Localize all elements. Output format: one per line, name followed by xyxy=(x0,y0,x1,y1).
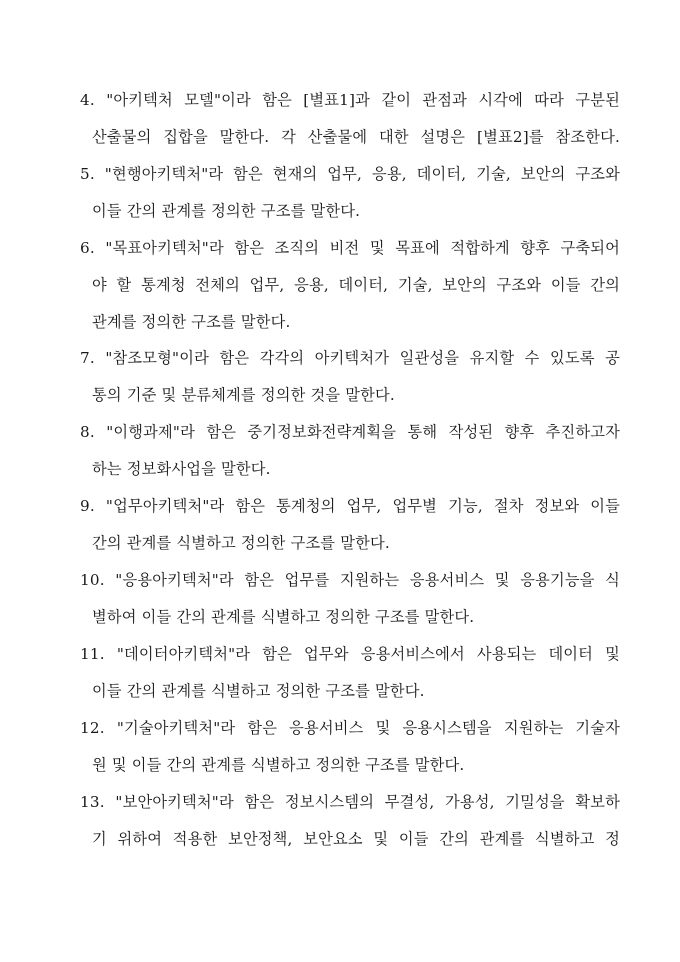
definition-line: 간의 관계를 식별하고 정의한 구조를 말한다. xyxy=(92,534,390,552)
definition-line: 별하여 이들 간의 관계를 식별하고 정의한 구조를 말한다. xyxy=(92,608,475,626)
definition-item-6 xyxy=(80,239,620,331)
definition-line: 관계를 정의한 구조를 말한다. xyxy=(92,313,291,331)
definition-line: 6. "목표아키텍처"라 함은 조직의 비전 및 목표에 적합하게 향후 구축되어 xyxy=(80,239,620,257)
definition-line: 원 및 이들 간의 관계를 식별하고 정의한 구조를 말한다. xyxy=(92,756,465,774)
definition-item-9 xyxy=(80,497,620,552)
definition-item-12 xyxy=(80,719,620,774)
definition-item-11 xyxy=(80,645,620,700)
definition-line: 통의 기준 및 분류체계를 정의한 것을 말한다. xyxy=(92,386,395,404)
definition-item-4 xyxy=(80,91,620,146)
definition-item-8 xyxy=(80,423,620,478)
definition-line: 7. "참조모형"이라 함은 각각의 아키텍처가 일관성을 유지할 수 있도록 공 xyxy=(80,349,620,367)
definition-line: 9. "업무아키텍처"라 함은 통계청의 업무, 업무별 기능, 절차 정보와 이들 xyxy=(80,497,620,515)
definition-item-7 xyxy=(80,349,620,404)
definition-line: 기 위하여 적용한 보안정책, 보안요소 및 이들 간의 관계를 식별하고 정 xyxy=(92,830,620,848)
definition-item-10 xyxy=(80,571,620,626)
definition-item-5 xyxy=(80,165,620,220)
definition-line: 11. "데이터아키텍처"라 함은 업무와 응용서비스에서 사용되는 데이터 및 xyxy=(80,645,620,663)
definition-item-13 xyxy=(80,793,620,848)
definition-line: 8. "이행과제"라 함은 중기정보화전략계획을 통해 작성된 향후 추진하고자 xyxy=(80,423,620,441)
definition-line: 4. "아키텍처 모델"이라 함은 [별표1]과 같이 관점과 시각에 따라 구분된 xyxy=(80,91,620,109)
definition-line: 이들 간의 관계를 정의한 구조를 말한다. xyxy=(92,202,361,220)
definition-line: 13. "보안아키텍처"라 함은 정보시스템의 무결성, 가용성, 기밀성을 확보하 xyxy=(80,793,620,811)
definition-line: 야 할 통계청 전체의 업무, 응용, 데이터, 기술, 보안의 구조와 이들 간의 xyxy=(92,276,620,294)
definition-line: 12. "기술아키텍처"라 함은 응용서비스 및 응용시스템을 지원하는 기술자 xyxy=(80,719,620,737)
definition-line: 이들 간의 관계를 식별하고 정의한 구조를 말한다. xyxy=(92,682,425,700)
definition-line: 5. "현행아키텍처"라 함은 현재의 업무, 응용, 데이터, 기술, 보안의 구조와 xyxy=(80,165,620,183)
definition-line: 10. "응용아키텍처"라 함은 업무를 지원하는 응용서비스 및 응용기능을 식 xyxy=(80,571,620,589)
definition-line: 산출물의 집합을 말한다. 각 산출물에 대한 설명은 [별표2]를 참조한다. xyxy=(92,128,620,146)
definition-line: 하는 정보화사업을 말한다. xyxy=(92,460,271,478)
